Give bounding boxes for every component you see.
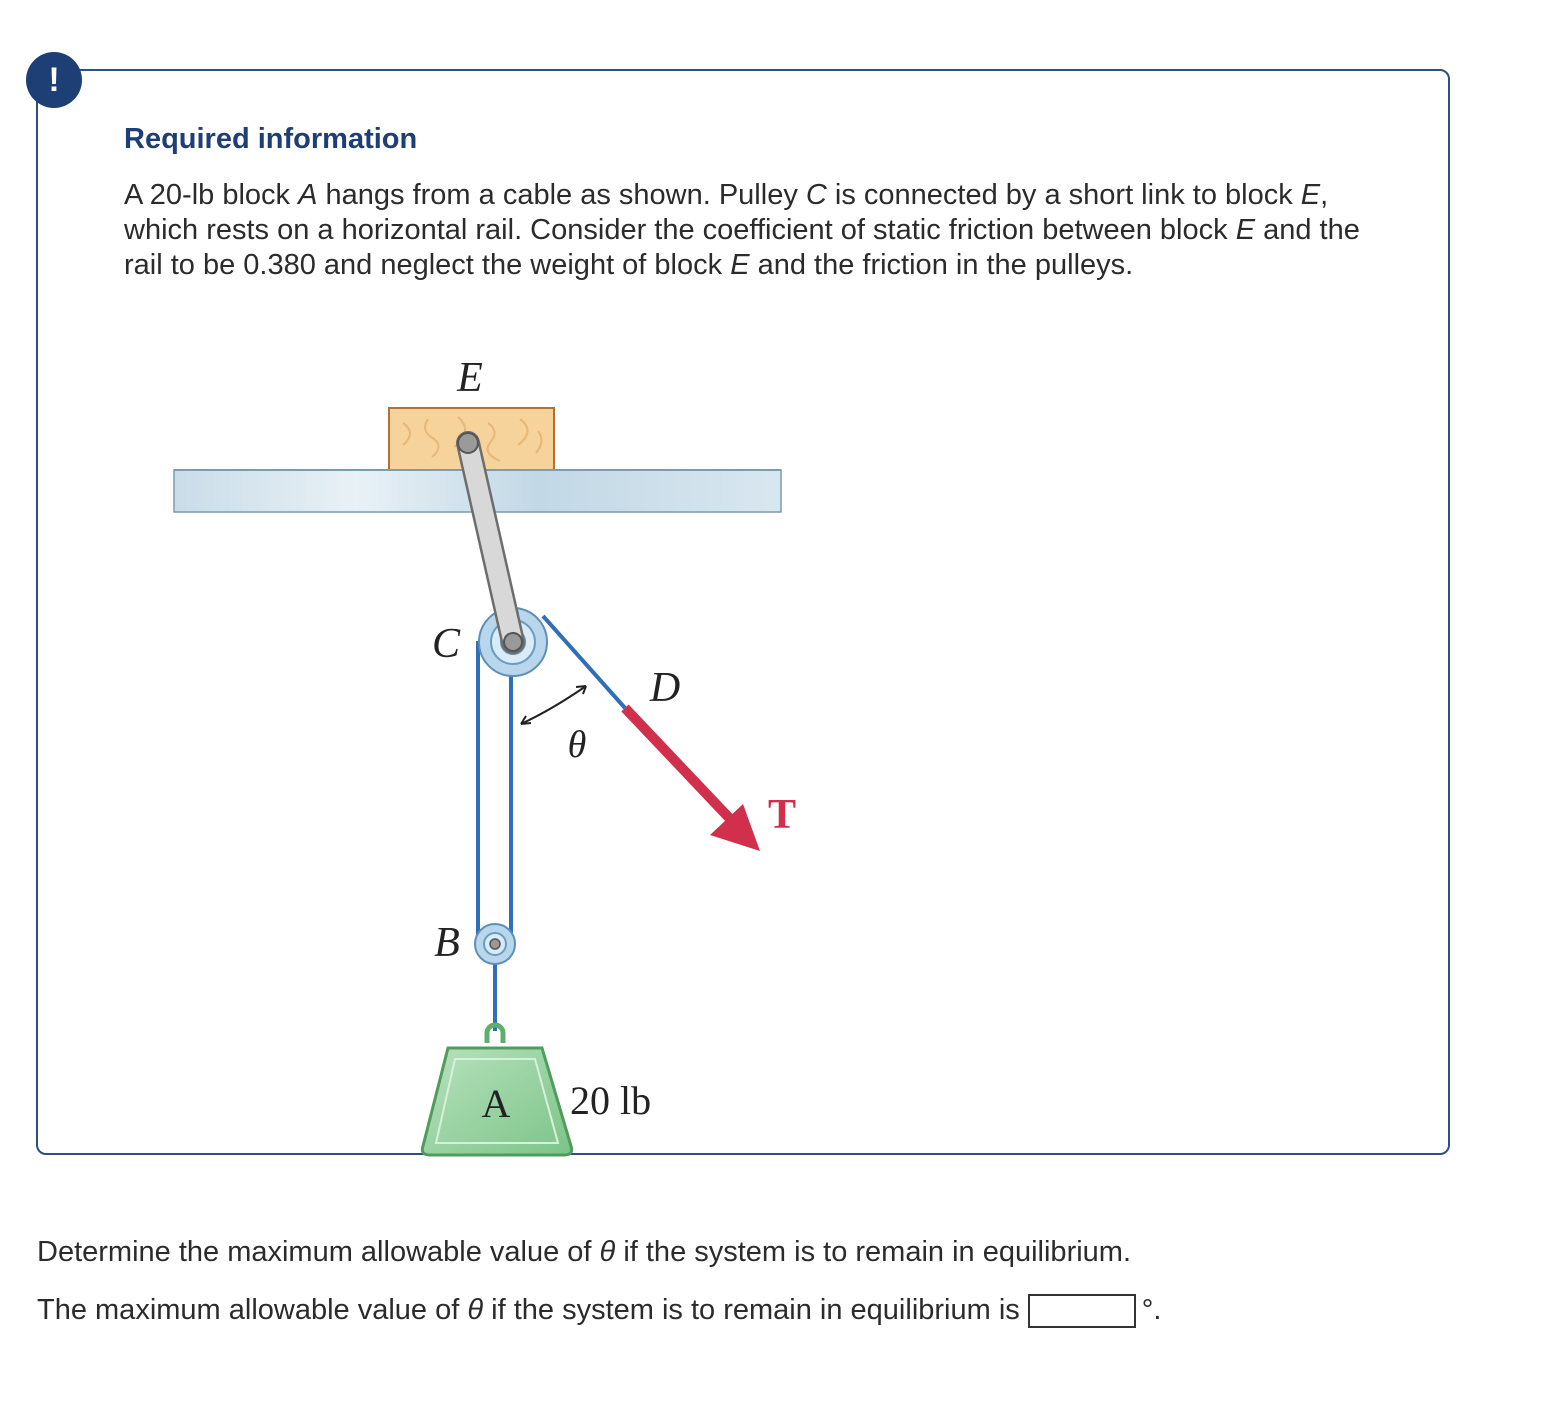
required-information-card: [36, 69, 1450, 1155]
label-a: A: [481, 1081, 511, 1126]
label-t: T: [767, 792, 797, 838]
label-weight: 20 lb: [570, 1078, 652, 1123]
answer-line: The maximum allowable value of θ if the system is to remain in equilibrium is °.: [37, 1294, 1161, 1328]
label-theta: θ: [567, 724, 587, 766]
label-d: D: [649, 665, 681, 711]
question-text: Determine the maximum allowable value of θ if the system is to remain in equilibrium.: [37, 1236, 1132, 1268]
theta-arc: [521, 686, 586, 724]
alert-icon: !: [26, 52, 82, 108]
pulley-b: [475, 924, 515, 964]
pulley-system-figure: [128, 351, 797, 1126]
cable: [478, 616, 625, 1031]
problem-statement: A 20-lb block A hangs from a cable as shown. Pulley C is connected by a short link to block E, which rests on a horizontal rail. Consider the coefficient of static friction between block E and the rail to be 0.380 and neglect the weight of block E and the friction in the pulleys.: [124, 179, 1360, 281]
degree-unit: °.: [1141, 1294, 1162, 1326]
label-b: B: [434, 920, 460, 966]
label-c: C: [431, 621, 461, 667]
card-title: Required information: [124, 123, 418, 155]
answer-input[interactable]: [1028, 1294, 1136, 1328]
force-t-arrow: [625, 708, 760, 851]
label-e: E: [457, 355, 483, 401]
